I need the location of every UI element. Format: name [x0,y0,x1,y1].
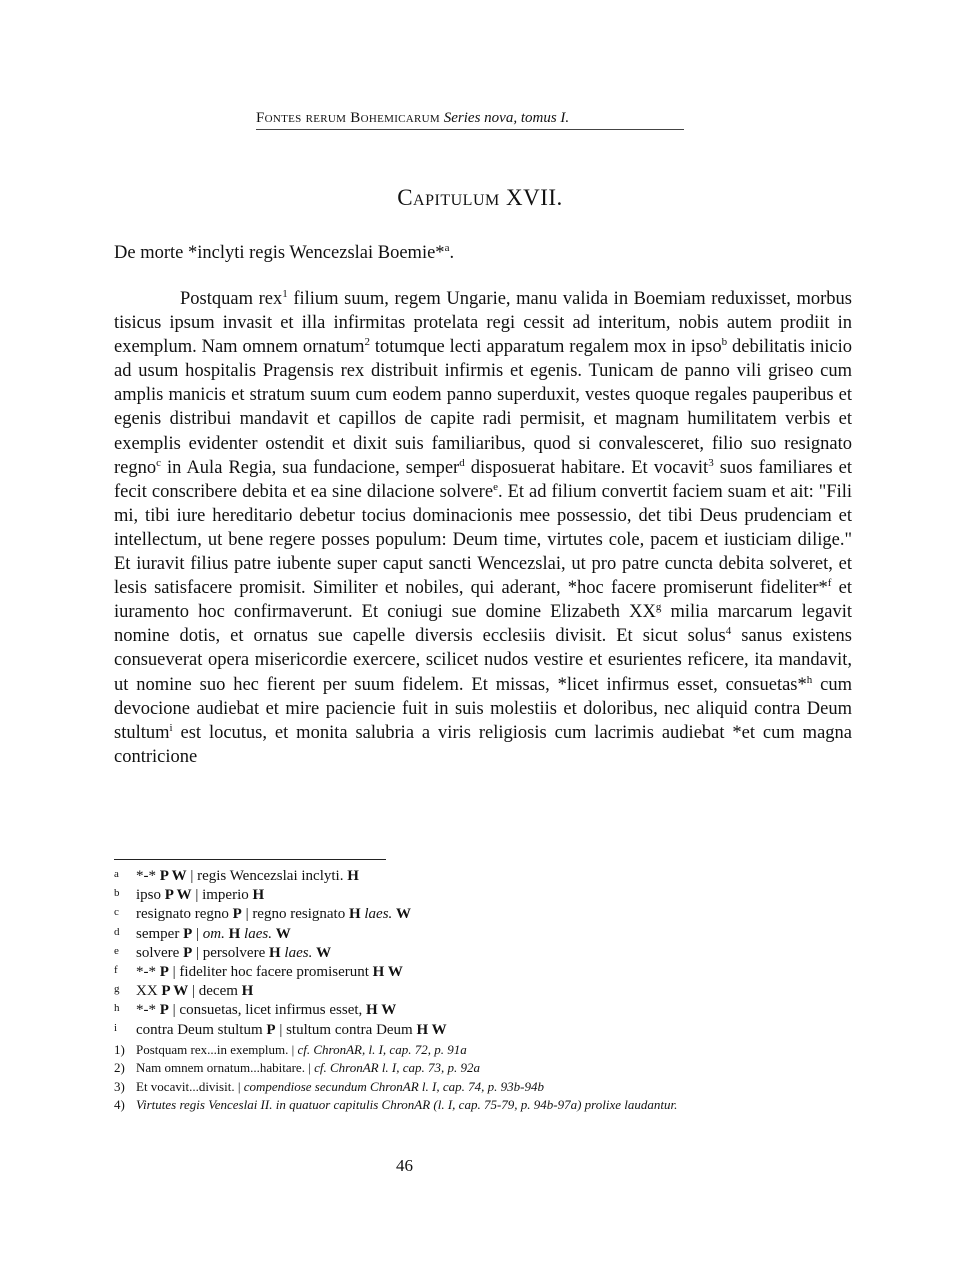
text-run: cum devocione audiebat et mire paciencie fuit in suis molestiis et doloribus, nec aliquid contra Deum stultum [114,674,852,743]
text-run: milia marcarum legavit nomine dotis, et ornatus sue capelle diversis ecclesiis divisit. Et sicut solus [114,602,852,647]
italic-text: laes. [244,925,272,942]
text-run: filium suum, regem Ungarie, manu valida in Boemiam reduxisset, morbus tisicus ipsum invasit et illa infirmitas protelata regi cessit ad interitum, nobis autem prodiit in exemplum. Nam omnem ornatum [114,289,852,358]
siglum: H [268,944,281,961]
note-text: ipso [136,887,165,904]
siglum: P [183,925,193,942]
italic-text: compendiose secundum ChronAR l. I, cap. 74, p. 93b-94b [243,1078,544,1094]
siglum: P W [161,983,189,1000]
reference-number: 2) [114,1060,125,1076]
note-mark: 3 [708,456,714,469]
siglum: H [228,925,241,942]
text-run: et iuramento hoc confirmaverunt. Et coniugi sue domine Elizabeth XX [114,578,852,623]
reference-note [114,1041,854,1059]
note-mark: i [169,721,173,734]
chapter-title: Capitulum XVII. [397,185,563,210]
siglum: H [241,983,254,1000]
reference-note [114,1078,854,1096]
note-text: | decem [188,983,242,1000]
apparatus-mark: h [114,1002,120,1015]
text-run: disposuerat habitare. Et vocavit [464,457,709,478]
apparatus-note [114,963,854,982]
apparatus-note [114,944,854,963]
body-paragraph [114,287,852,769]
siglum: H W [366,1002,397,1019]
apparatus-mark: i [114,1021,118,1034]
chapter-subtitle [114,243,454,264]
siglum: W [275,925,291,942]
note-mark: 1 [282,287,288,300]
note-mark: e [493,480,498,493]
siglum: W [396,906,412,923]
reference-number: 4) [114,1096,125,1112]
note-text: | imperio [191,887,253,904]
siglum: P [232,906,242,923]
subtitle-text: De morte *inclyti regis Wencezslai Boemie* [114,243,445,263]
apparatus-mark: d [114,925,120,938]
italic-text: laes. [284,944,313,961]
italic-text: om. [202,925,225,942]
italic-text: cf. ChronAR, l. I, cap. 72, p. 91a [297,1042,467,1057]
siglum: W [316,944,332,961]
note-text: *-* [136,868,160,884]
siglum: P [183,944,193,961]
note-text: | regno resignato [241,906,349,923]
note-mark: d [459,456,465,469]
apparatus-mark: f [114,963,118,976]
subtitle-note-mark: a [444,241,450,254]
note-mark: f [827,576,832,589]
note-text: Nam omnem ornatum...habitare. | [136,1060,315,1076]
text-run: debilitatis inicio ad usum hospitalis Pragensis rex distribuit infirmis et egenis. Tunicam de panno vili griseo cum amplis manicis et stratum suum cum eodem panno superduxit, vestes quoque regales pauperibus et egenis distribui mandavit et capillos de capite radi permisit, et magnam humilitatem verbis et exemplis evidenter ostendit et dixit suis familiaribus, quod si convalesceret, filio suo resignato regno [114,337,852,478]
italic-text: cf. ChronAR l. I, cap. 73, p. 92a [314,1060,481,1076]
header-volume: Series nova, tomus I. [443,110,570,126]
text-run: Postquam rex [180,289,283,309]
apparatus-note [114,905,854,924]
note-mark: 2 [364,336,370,349]
apparatus-mark: a [114,868,119,880]
siglum: H W [372,963,403,980]
apparatus-mark: g [114,983,120,996]
apparatus-note [114,867,854,886]
reference-number: 3) [114,1078,125,1094]
apparatus-note [114,1021,854,1040]
italic-text: laes. [364,906,393,923]
siglum: P [266,1021,276,1038]
note-text: Postquam rex...in exemplum. | [136,1042,298,1057]
note-mark: b [721,336,728,349]
note-text: | persolvere [192,944,269,961]
reference-note [114,1096,854,1114]
apparatus-note [114,1001,854,1020]
apparatus-mark: c [114,906,119,919]
note-text: solvere [136,944,184,961]
running-header [256,110,684,130]
note-text: *-* [136,963,160,980]
note-text: | fideliter hoc facere promiserunt [168,963,373,980]
siglum: H [347,868,359,884]
note-text: *-* [136,1002,160,1019]
text-run: . Et ad filium convertit faciem suam et ait: "Fili mi, tibi iure hereditario debetur tocius dominacionis mee possessio, det tibi Deus prudenciam et intellectum, ut bene regere posses populum: Deum time, virtutes cole, pacem et iusticiam dilige." Et iuravit filius patre iubente super caput sancti Wencezslai, ut pro patre cuncta debita solveret, et lesis satisfacere promisit. Similiter et nobiles, qui aderant, *hoc facere promiserunt fideliter* [114,481,852,599]
reference-number: 1) [114,1042,125,1057]
subtitle-end: . [449,243,455,263]
italic-text: Virtutes regis Venceslai II. in quatuor capitulis ChronAR (l. I, cap. 75-79, p. 94b-97a) prolixe laudantur. [136,1096,678,1112]
note-text: | stultum contra Deum [275,1021,417,1038]
note-text: XX [136,983,162,1000]
apparatus-mark: e [114,944,119,957]
text-run: sanus existens consueverat opera misericordie exercere, scilicet nudos vestire et esurientes reficere, ita mandavit, ut nomine suo hec fierent per suum fidelem. Et missas, *licet infirmus esset, consuetas* [114,626,852,695]
apparatus-note [114,982,854,1001]
apparatus-note [114,886,854,905]
note-text: | [192,925,203,942]
note-text: | regis Wencezslai inclyti. [186,868,348,884]
note-text: | consuetas, licet infirmus esset, [168,1002,367,1019]
note-mark: h [806,673,813,686]
header-series: Fontes rerum Bohemicarum [256,110,441,126]
siglum: H [348,906,361,923]
siglum: H W [416,1021,447,1038]
note-mark: g [655,601,662,614]
note-text: resignato regno [136,906,233,923]
note-mark: 4 [725,625,732,638]
apparatus-mark: b [114,887,120,900]
siglum: P W [164,887,192,904]
page-number: 46 [396,1156,413,1175]
text-run: est locutus, et monita salubria a viris religiosis cum lacrimis audiebat *et cum magna contricione [114,722,852,767]
note-mark: c [156,456,162,469]
text-run: in Aula Regia, sua fundacione, semper [161,457,460,478]
siglum: H [252,887,265,904]
siglum: P [159,963,169,980]
reference-note [114,1059,854,1077]
source-references [114,1041,854,1114]
siglum: P W [159,868,187,884]
text-run: suos familiares et fecit conscribere debita et ea sine dilacione solvere [114,457,852,502]
note-text: contra Deum stultum [136,1021,267,1038]
siglum: P [159,1002,169,1019]
note-text: Et vocavit...divisit. | [136,1078,244,1094]
main-text [114,287,852,769]
apparatus-note [114,925,854,944]
text-run: totumque lecti apparatum regalem mox in ipso [369,337,722,358]
footnote-separator [114,859,386,860]
note-text: semper [136,925,184,942]
critical-apparatus [114,867,854,1040]
